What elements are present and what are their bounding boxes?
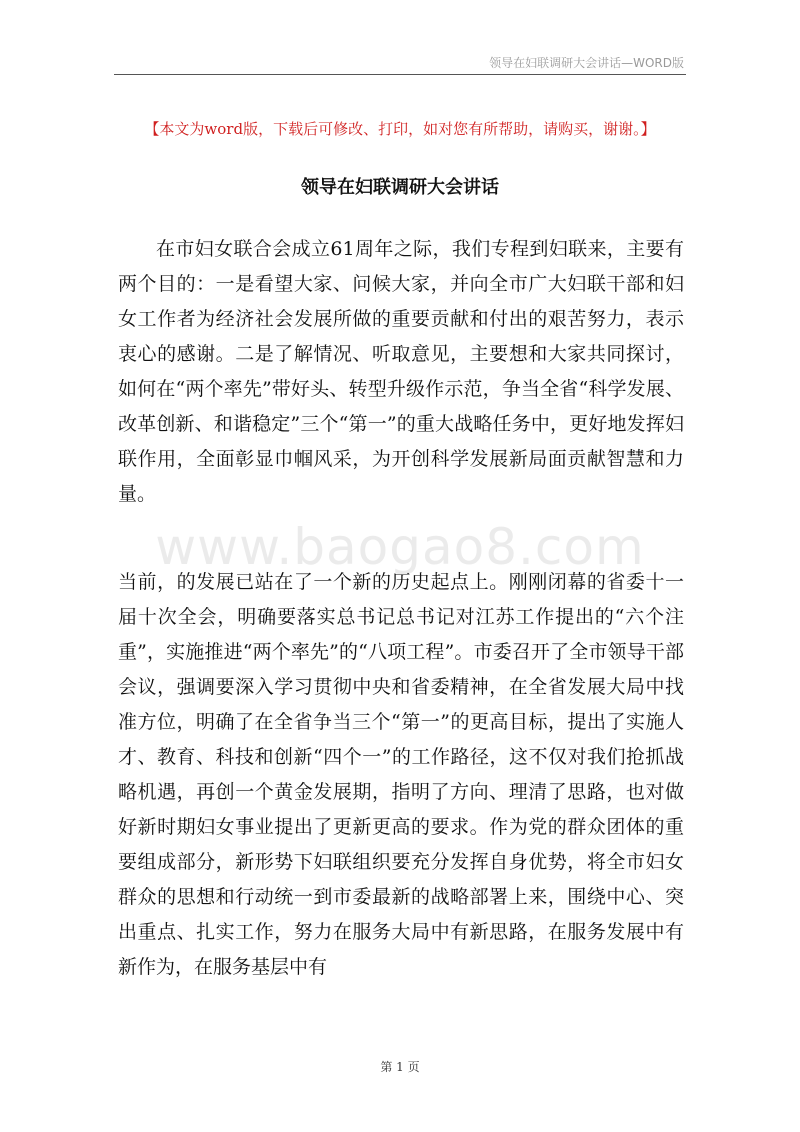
page-number: 第 1 页 bbox=[380, 1060, 420, 1074]
header-divider bbox=[114, 74, 686, 75]
purchase-notice: 【本文为word版，下载后可修改、打印，如对您有所帮助，请购买，谢谢。】 bbox=[144, 120, 656, 138]
body-paragraph-2: 当前，的发展已站在了一个新的历史起点上。刚刚闭幕的省委十一届十次全会，明确要落实总书记总书记对江苏工作提出的“六个注重”，实施推进“两个率先”的“八项工程”。市委召开了全市领导干部会议，强调要深入学习贯彻中央和省委精神，在全省发展大局中找准方位，明确了在全省争当三个“第一”的更高目标，提出了实施人才、教育、科技和创新“四个一”的工作路径，这不仅对我们抢抓战略机遇，再创一个黄金发展期，指明了方向、理清了思路，也对做好新时期妇女事业提出了更新更高的要求。作为党的群众团体的重要组成部分，新形势下妇联组织要充分发挥自身优势，将全市妇女群众的思想和行动统一到市委最新的战略部署上来，围绕中心、突出重点、扎实工作，努力在服务大局中有新思路，在服务发展中有新作为，在服务基层中有 bbox=[118, 571, 684, 978]
running-header: 领导在妇联调研大会讲话—WORD版 bbox=[489, 56, 684, 70]
watermark: www.baogao8.com bbox=[155, 518, 645, 576]
body-paragraph-1: 在市妇女联合会成立61周年之际，我们专程到妇联来，主要有两个目的：一是看望大家、问候大家，并向全市广大妇联干部和妇女工作者为经济社会发展所做的重要贡献和付出的艰苦努力，表示衷心的感谢。二是了解情况、听取意见，主要想和大家共同探讨，如何在“两个率先”带好头、转型升级作示范，争当全省“科学发展、改革创新、和谐稳定”三个“第一”的重大战略任务中，更好地发挥妇联作用，全面彰显巾帼风采，为开创科学发展新局面贡献智慧和力量。 bbox=[118, 238, 684, 505]
document-title: 领导在妇联调研大会讲话 bbox=[301, 177, 499, 198]
